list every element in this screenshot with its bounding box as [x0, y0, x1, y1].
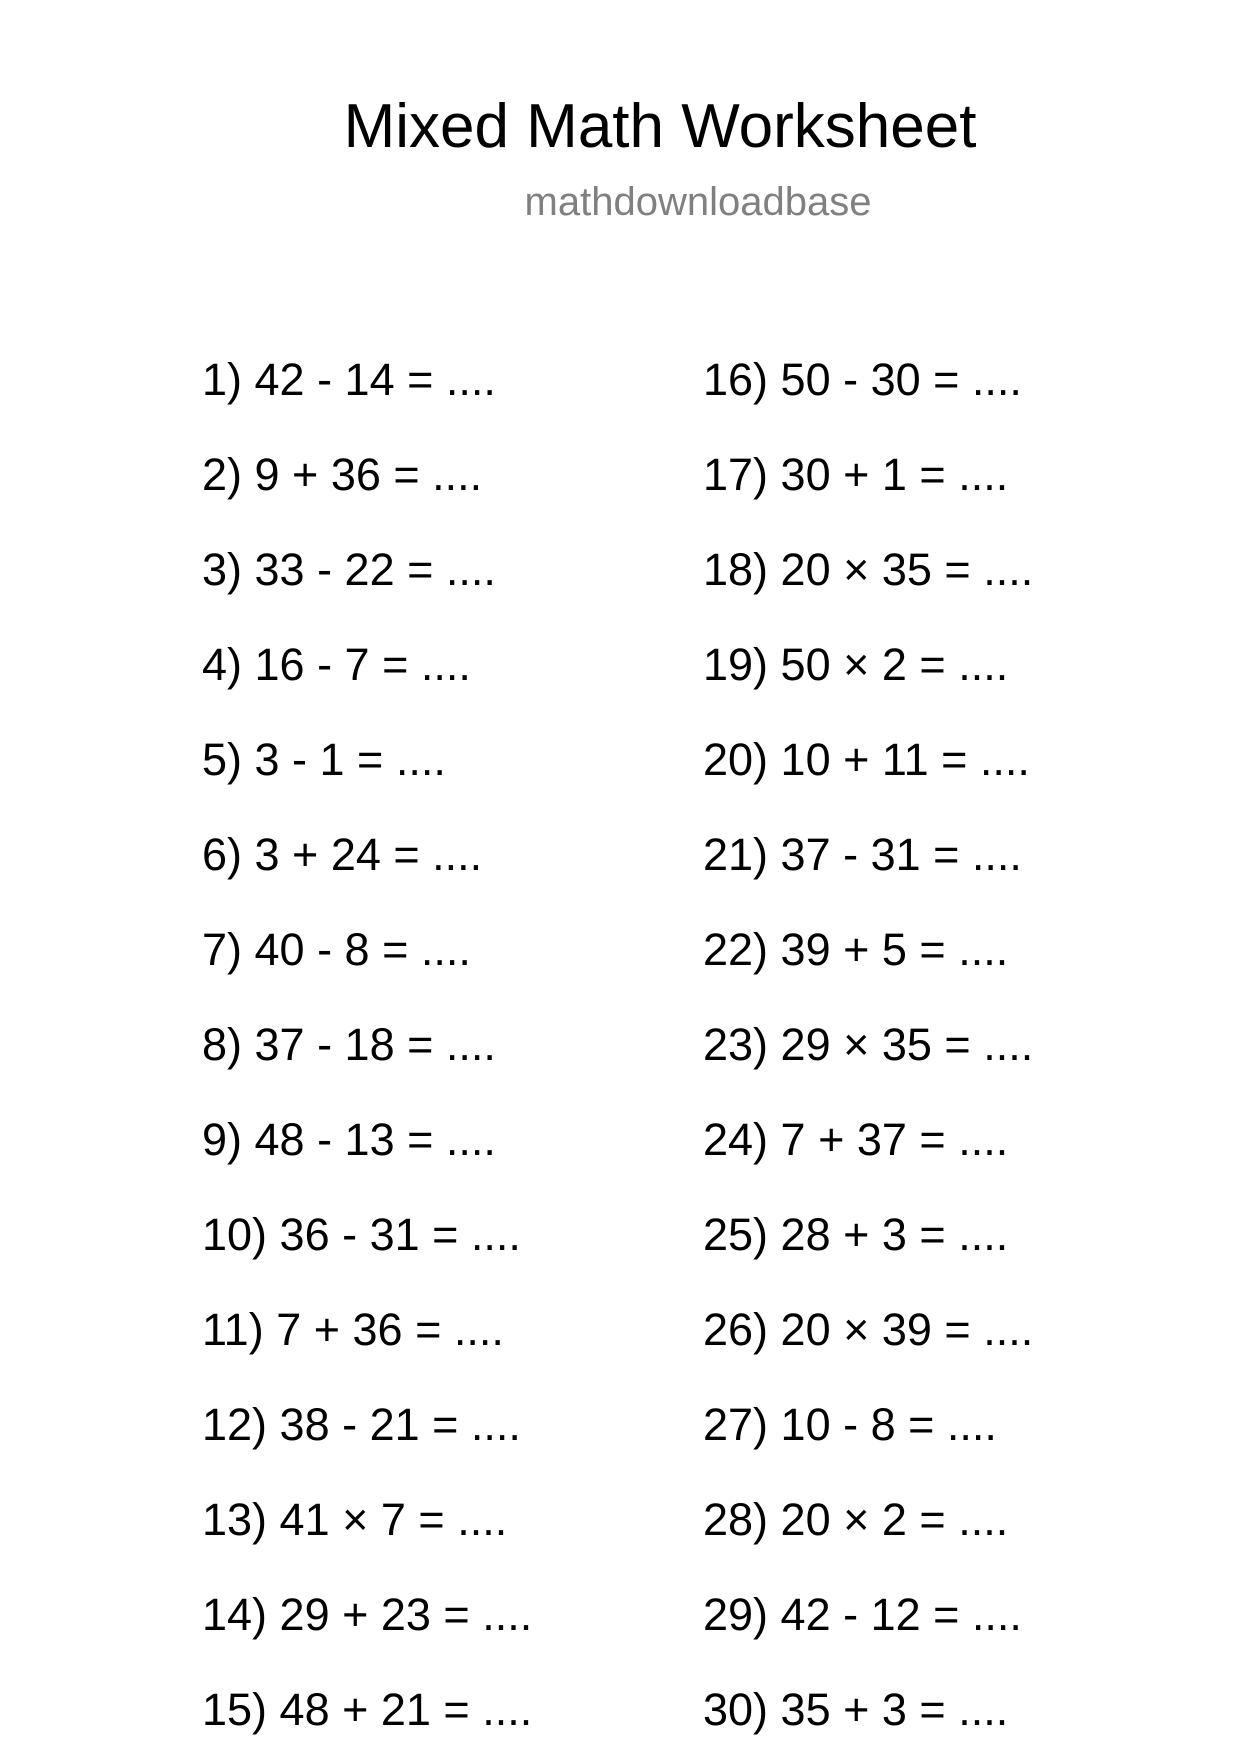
- problem-item: 22) 39 + 5 = ....: [703, 924, 1009, 975]
- problem-item: 19) 50 × 2 = ....: [703, 639, 1009, 690]
- problem-item: 10) 36 - 31 = ....: [202, 1209, 521, 1260]
- problem-item: 30) 35 + 3 = ....: [703, 1684, 1009, 1735]
- problem-item: 4) 16 - 7 = ....: [202, 639, 471, 690]
- problem-item: 2) 9 + 36 = ....: [202, 449, 483, 500]
- problem-item: 11) 7 + 36 = ....: [202, 1304, 504, 1355]
- problem-item: 25) 28 + 3 = ....: [703, 1209, 1009, 1260]
- problem-item: 17) 30 + 1 = ....: [703, 449, 1009, 500]
- problem-item: 26) 20 × 39 = ....: [703, 1304, 1034, 1355]
- problem-item: 24) 7 + 37 = ....: [703, 1114, 1009, 1165]
- problem-item: 23) 29 × 35 = ....: [703, 1019, 1034, 1070]
- problem-item: 9) 48 - 13 = ....: [202, 1114, 496, 1165]
- problem-item: 20) 10 + 11 = ....: [703, 734, 1030, 785]
- problem-item: 18) 20 × 35 = ....: [703, 544, 1034, 595]
- problem-item: 3) 33 - 22 = ....: [202, 544, 496, 595]
- problem-item: 16) 50 - 30 = ....: [703, 354, 1022, 405]
- problem-item: 13) 41 × 7 = ....: [202, 1494, 508, 1545]
- problem-item: 14) 29 + 23 = ....: [202, 1589, 533, 1640]
- problem-item: 7) 40 - 8 = ....: [202, 924, 471, 975]
- problem-item: 28) 20 × 2 = ....: [703, 1494, 1009, 1545]
- problem-item: 8) 37 - 18 = ....: [202, 1019, 496, 1070]
- problem-item: 29) 42 - 12 = ....: [703, 1589, 1022, 1640]
- page-subtitle: mathdownloadbase: [524, 180, 872, 224]
- problem-item: 27) 10 - 8 = ....: [703, 1399, 997, 1450]
- problem-item: 15) 48 + 21 = ....: [202, 1684, 533, 1735]
- problem-item: 12) 38 - 21 = ....: [202, 1399, 521, 1450]
- problem-item: 21) 37 - 31 = ....: [703, 829, 1022, 880]
- problem-item: 5) 3 - 1 = ....: [202, 734, 446, 785]
- problem-item: 1) 42 - 14 = ....: [202, 354, 496, 405]
- problem-item: 6) 3 + 24 = ....: [202, 829, 483, 880]
- page-title: Mixed Math Worksheet: [343, 92, 977, 161]
